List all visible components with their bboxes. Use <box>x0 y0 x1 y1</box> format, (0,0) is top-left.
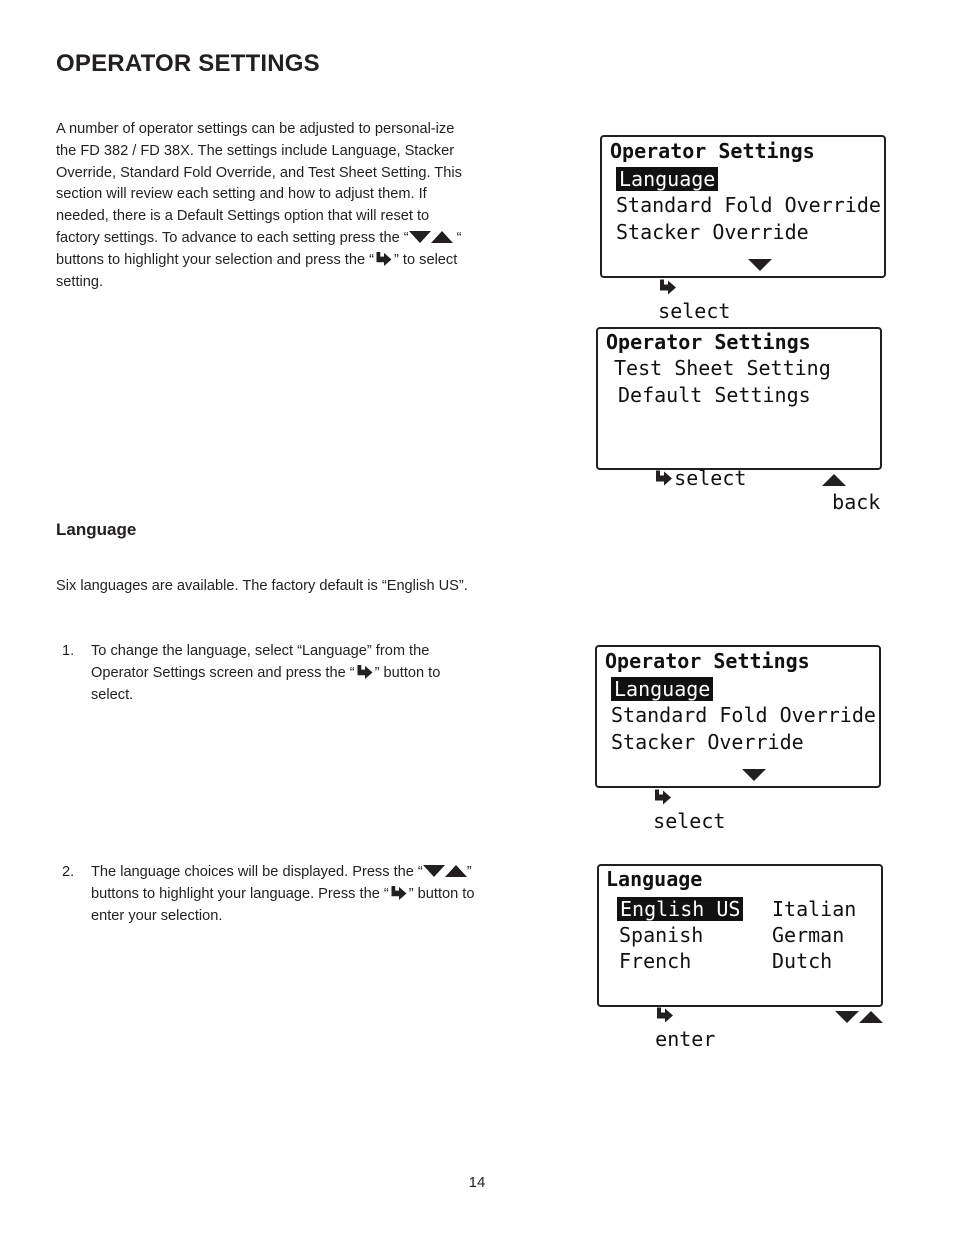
enter-arrow-icon <box>658 278 678 295</box>
lcd-item-english-us-selected: English US <box>617 897 743 921</box>
lcd-item: Standard Fold Override <box>616 193 881 217</box>
enter-arrow-icon <box>654 469 674 486</box>
step-1-text-2: ” button to select. <box>91 664 441 703</box>
enter-arrow-icon <box>655 1006 675 1023</box>
lcd-title: Operator Settings <box>606 330 811 354</box>
lcd-item: Stacker Override <box>611 730 804 754</box>
lcd-operator-settings-2 <box>596 327 882 514</box>
triangle-down-icon <box>742 769 766 781</box>
triangle-down-icon <box>748 259 772 271</box>
lcd-footer-select: select <box>653 809 726 833</box>
lcd-item: Stacker Override <box>616 220 809 244</box>
lcd-item: Italian <box>772 897 857 921</box>
lcd-language <box>597 864 883 1051</box>
lcd-item: Standard Fold Override <box>611 703 876 727</box>
lcd-title: Operator Settings <box>610 139 815 163</box>
intro-text-3: ” to select setting. <box>56 251 458 290</box>
language-intro: Six languages are available. The factory default is “English US”. <box>56 578 468 594</box>
lcd-item-language-selected: Language <box>611 677 713 701</box>
page-number: 14 <box>468 1174 486 1191</box>
lcd-item: French <box>619 949 692 973</box>
lcd-operator-settings-1 <box>600 135 886 323</box>
lcd-item-language-selected: Language <box>616 167 718 191</box>
lcd-operator-settings-3 <box>595 645 881 833</box>
intro-text-1: A number of operator settings can be adjusted to personal-ize the FD 382 / FD 38X. The settings include Language, Stacker Override, Standard Fold Override, and Test Sheet Setting. This section will review each setting and how to adjust them. If needed, there is a Default Settings option that will reset to factory settings. To advance to each setting press the “ <box>56 121 462 246</box>
enter-arrow-icon <box>374 251 394 266</box>
step-2-text-2: ” buttons to highlight your language. Press the “ <box>91 864 472 902</box>
lcd-footer-select: select <box>658 299 731 323</box>
step-2-text-1: The language choices will be displayed. Press the “ <box>91 864 423 880</box>
step-2 <box>56 862 476 927</box>
step-1 <box>56 641 476 706</box>
step-2-text-3: ” button to enter your selection. <box>91 885 475 924</box>
step-number: 1. <box>62 643 75 659</box>
lcd-item: Spanish <box>619 923 704 947</box>
lcd-title: Operator Settings <box>605 649 810 673</box>
lcd-item: Test Sheet Setting <box>614 356 831 380</box>
enter-arrow-icon <box>389 885 409 900</box>
intro-text-2: “ buttons to highlight your selection and press the “ <box>56 229 462 268</box>
triangle-down-icon <box>423 865 445 877</box>
lcd-footer-enter: enter <box>655 1027 716 1051</box>
section-heading-language: Language <box>56 520 137 539</box>
page-title: OPERATOR SETTINGS <box>56 50 320 77</box>
lcd-title: Language <box>606 867 703 891</box>
triangle-down-icon <box>835 1011 859 1023</box>
lcd-footer-select: select <box>674 466 747 490</box>
intro-paragraph <box>56 119 476 293</box>
step-number: 2. <box>62 864 75 880</box>
lcd-item: Default Settings <box>618 383 811 407</box>
triangle-down-icon <box>409 231 431 243</box>
enter-arrow-icon <box>355 664 375 679</box>
enter-arrow-icon <box>653 788 673 805</box>
step-1-text-1: To change the language, select “Language” from the Operator Settings screen and press the “ <box>91 643 430 681</box>
triangle-up-icon <box>445 865 467 877</box>
lcd-item: Dutch <box>772 949 833 973</box>
triangle-up-icon <box>822 474 846 486</box>
triangle-up-icon <box>859 1011 883 1023</box>
lcd-footer-back: back <box>832 490 881 514</box>
triangle-up-icon <box>431 231 453 243</box>
lcd-item: German <box>772 923 845 947</box>
